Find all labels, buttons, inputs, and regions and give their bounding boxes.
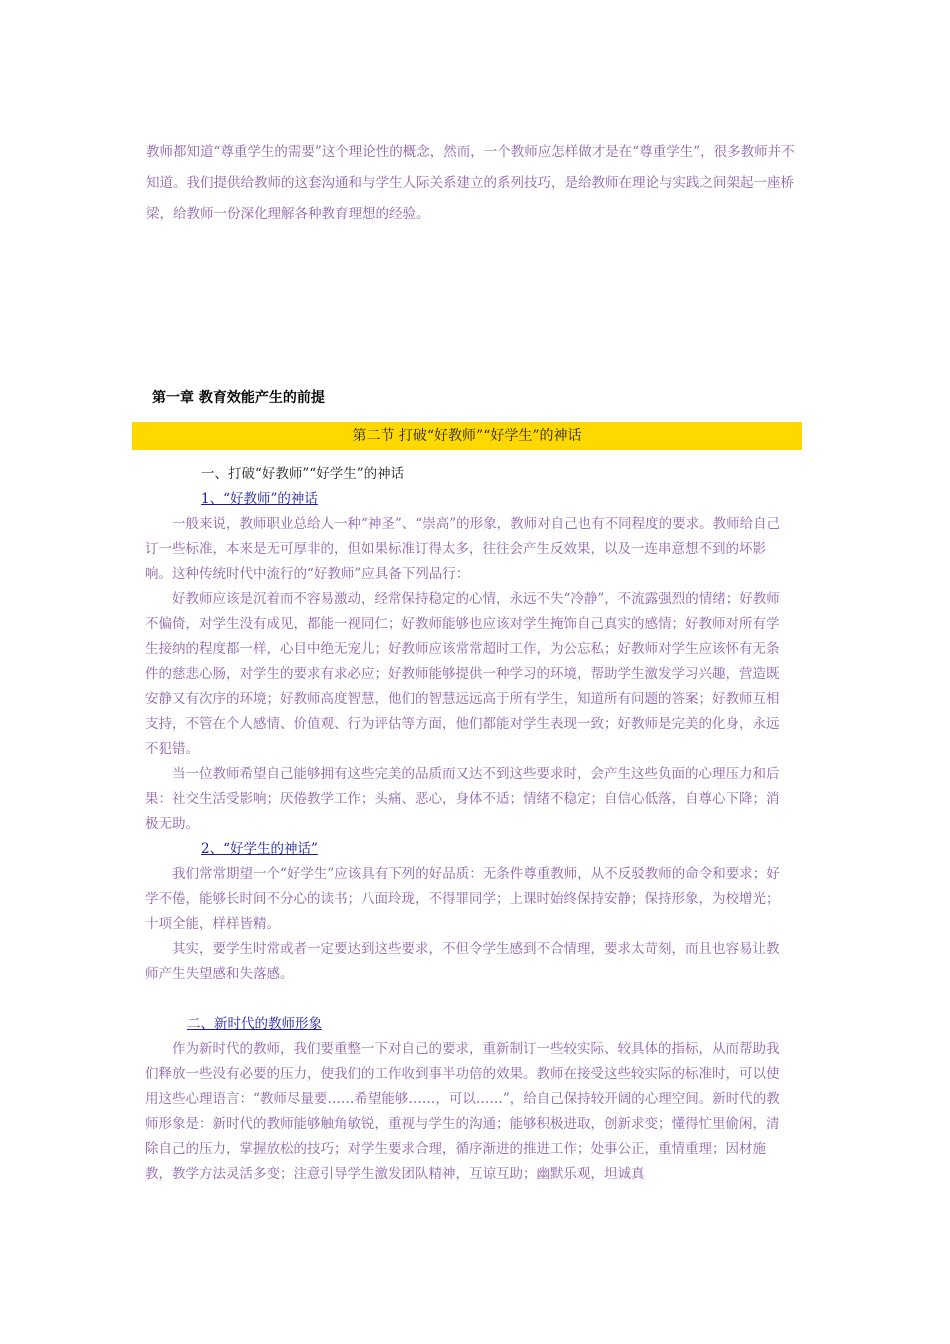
subsection-link-good-teacher[interactable]: [145, 487, 781, 512]
subsection-link-label[interactable]: 1、“好教师”的神话: [201, 491, 318, 507]
subsection-link-good-student[interactable]: [145, 837, 781, 862]
paragraph: 一般来说，教师职业总给人一种“神圣”、“崇高”的形象，教师对自己也有不同程度的要求。教师给自己订一些标准，本来是无可厚非的，但如果标准订得太多，往往会产生反效果，以及一连串意想不到的坏影响。这种传统时代中流行的“好教师”应具备下列品行：: [145, 516, 781, 582]
spacer: [145, 987, 781, 1012]
paragraph: 我们常常期望一个“好学生”应该具有下列的好品质：无条件尊重教师，从不反驳教师的命令和要求；好学不倦，能够长时间不分心的读书；八面玲珑，不得罪同学；上课时始终保持安静；保持形象，为校增光；十项全能，样样皆精。: [145, 866, 780, 932]
paragraph: 好教师应该是沉着而不容易激动，经常保持稳定的心情，永远不失“冷静”，不流露强烈的情绪；好教师不偏倚，对学生没有成见，都能一视同仁；好教师能够也应该对学生掩饰自己真实的感情；好教师对所有学生接纳的程度都一样，心目中绝无宠儿；好教师应该常常超时工作，为公忘私；好教师对学生应该怀有无条件的慈悲心肠，对学生的要求有求必应；好教师能够提供一种学习的环境，帮助学生激发学习兴趣，营造既安静又有次序的环境；好教师高度智慧，他们的智慧远远高于所有学生，知道所有问题的答案；好教师互相支持，不管在个人感情、价值观、行为评估等方面，他们都能对学生表现一致；好教师是完美的化身，永远不犯错。: [145, 591, 780, 757]
section-heading-2[interactable]: [145, 1012, 781, 1037]
paragraph: 作为新时代的教师，我们要重整一下对自己的要求，重新制订一些较实际、较具体的指标，从而帮助我们释放一些没有必要的压力，使我们的工作收到事半功倍的效果。教师在接受这些较实际的标准时，可以使用这些心理语言：“教师尽量要……希望能够……，可以……”，给自己保持较开阔的心理空间。新时代的教师形象是：新时代的教师能够触角敏锐，重视与学生的沟通；能够积极进取，创新求变；懂得忙里偷闲，清除自己的压力，掌握放松的技巧；对学生要求合理，循序渐进的推进工作；处事公正，重情重理；因材施教，教学方法灵活多变；注意引导学生激发团队精神，互谅互助；幽默乐观，坦诚真: [145, 1041, 780, 1182]
document-body: [145, 462, 781, 1187]
subsection-link-label[interactable]: 2、“好学生的神话”: [201, 841, 318, 857]
paragraph: 其实，要学生时常或者一定要达到这些要求，不但令学生感到不合情理，要求太苛刻，而且也容易让教师产生失望感和失落感。: [145, 941, 780, 982]
chapter-heading: 第一章 教育效能产生的前提: [152, 390, 325, 406]
section-heading-1: 一、打破“好教师”“好学生”的神话: [201, 466, 405, 482]
intro-paragraph: 教师都知道“尊重学生的需要”这个理论性的概念，然而，一个教师应怎样做才是在“尊重学生”，很多教师并不知道。我们提供给教师的这套沟通和与学生人际关系建立的系列技巧，是给教师在理论与实践之间架起一座桥梁，给教师一份深化理解各种教育理想的经验。: [146, 144, 795, 222]
paragraph: 当一位教师希望自己能够拥有这些完美的品质而又达不到这些要求时，会产生这些负面的心理压力和后果：社交生活受影响；厌倦教学工作；头痛、恶心，身体不适；情绪不稳定；自信心低落，自尊心下降；消极无助。: [145, 766, 780, 832]
section-banner: 第二节 打破“好教师”“好学生”的神话: [132, 422, 802, 450]
section-heading-2-label[interactable]: 二、新时代的教师形象: [187, 1016, 322, 1032]
